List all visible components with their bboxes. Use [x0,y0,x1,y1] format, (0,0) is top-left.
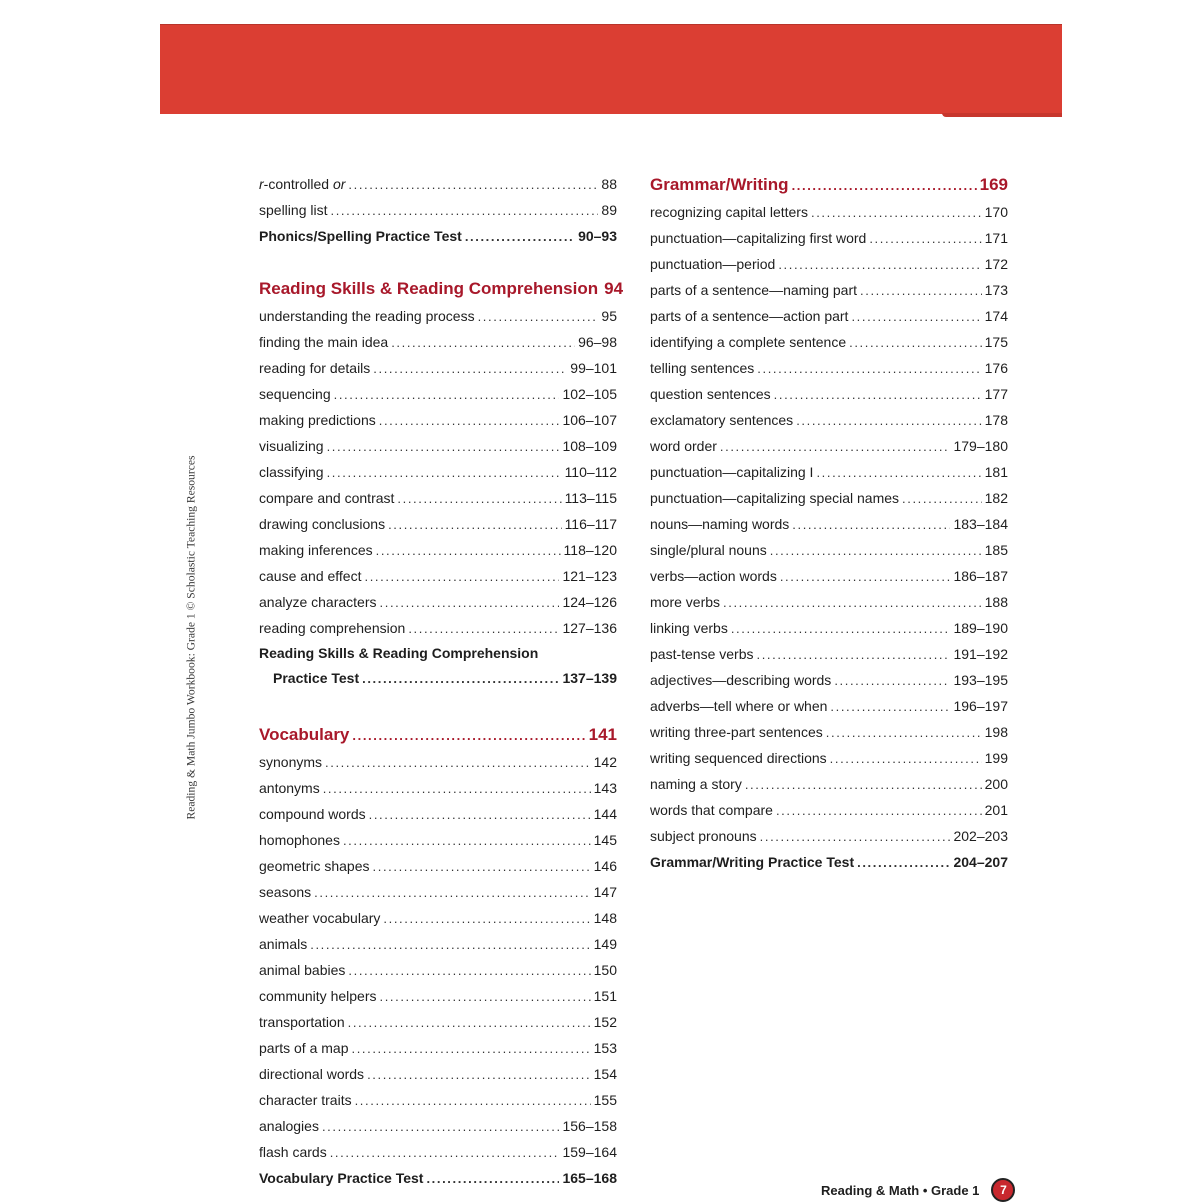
toc-entry-line [259,665,617,691]
toc-entry-label: sequencing [259,386,331,402]
header-banner [160,24,1062,114]
toc-entry-label: question sentences [650,386,771,402]
toc-entry-label: making inferences [259,542,373,558]
toc-entry-label: visualizing [259,438,324,454]
dot-leader [388,512,561,538]
dot-leader [330,1140,560,1166]
dot-leader [776,798,982,824]
toc-entry-page: 90–93 [578,228,617,244]
toc-entry-label: transportation [259,1014,345,1030]
toc-entry-page: 199 [984,750,1008,766]
dot-leader [465,224,575,250]
toc-entry-label: analogies [259,1118,319,1134]
toc-entry[interactable] [650,199,1008,225]
dot-leader [397,486,561,512]
toc-entry-label: character traits [259,1092,352,1108]
toc-entry-label: words that compare [650,802,773,818]
toc-entry-page: 154 [593,1066,617,1082]
toc-entry-page: 201 [984,802,1008,818]
toc-entry-label: finding the main idea [259,334,389,350]
toc-entry-page: 99–101 [570,360,617,376]
toc-entry-page: 204–207 [953,854,1008,870]
toc-entry-label: Reading Skills & Reading Comprehension [259,645,539,661]
section-heading-vocabulary[interactable] [259,721,617,749]
toc-entry[interactable] [259,355,617,381]
dot-leader [849,330,982,356]
toc-entry-label: recognizing capital letters [650,204,808,220]
toc-entry-label: nouns—naming words [650,516,790,532]
dot-leader [723,590,982,616]
toc-entry-label: reading comprehension [259,620,406,636]
toc-entry[interactable] [259,407,617,433]
dot-leader [774,382,982,408]
toc-entry[interactable] [259,905,617,931]
toc-entry-page: 137–139 [562,670,617,686]
toc-entry-practice-test[interactable] [650,849,1008,875]
toc-entry-label: seasons [259,884,312,900]
toc-entry-label: compound words [259,806,366,822]
dot-leader [355,1088,591,1114]
toc-entry[interactable] [259,485,617,511]
toc-entry[interactable] [259,931,617,957]
toc-entry-label: subject pronouns [650,828,757,844]
toc-entry-page: 193–195 [953,672,1008,688]
toc-entry-label: exclamatory sentences [650,412,794,428]
toc-entry-page: 172 [984,256,1008,272]
dot-leader [792,172,977,200]
dot-leader [348,958,590,984]
toc-entry[interactable] [650,381,1008,407]
dot-leader [796,408,981,434]
section-heading-reading[interactable] [259,275,624,303]
toc-entry-page: 196–197 [953,698,1008,714]
toc-entry[interactable] [650,823,1008,849]
toc-entry-page: 152 [593,1014,617,1030]
toc-entry-label: directional words [259,1066,365,1082]
grammar-entry-list [650,199,1008,849]
toc-left-column [259,171,624,1191]
dot-leader [343,828,591,854]
toc-entry[interactable] [650,745,1008,771]
toc-entry[interactable] [650,667,1008,693]
dot-leader [334,382,560,408]
toc-entry-page: 121–123 [562,568,617,584]
section-heading-grammar[interactable] [650,171,1008,199]
toc-entry[interactable] [650,303,1008,329]
dot-leader [348,1010,591,1036]
toc-entry-label: flash cards [259,1144,327,1160]
toc-entry-page: 188 [984,594,1008,610]
dot-leader [816,460,981,486]
toc-entry[interactable] [259,879,617,905]
toc-entry-page: 202–203 [953,828,1008,844]
toc-entry-page: 151 [593,988,617,1004]
toc-entry[interactable] [259,537,617,563]
dot-leader [830,694,950,720]
toc-entry-page: 181 [984,464,1008,480]
toc-entry-page: 143 [593,780,617,796]
toc-entry-label: synonyms [259,754,323,770]
dot-leader [408,616,559,642]
dot-leader [379,408,560,434]
toc-entry-page: 144 [593,806,617,822]
toc-entry[interactable] [650,563,1008,589]
reading-entry-list [259,303,617,641]
toc-entry-label: punctuation—capitalizing first word [650,230,867,246]
toc-entry-page: 118–120 [563,542,617,558]
toc-entry-page: 200 [984,776,1008,792]
toc-entry-page: 127–136 [562,620,617,636]
section-title: Vocabulary [259,725,350,744]
toc-entry[interactable] [259,1061,617,1087]
toc-entry-label: parts of a sentence—action part [650,308,849,324]
toc-entry-page: 178 [984,412,1008,428]
toc-entry-page: 110–112 [564,464,617,480]
dot-leader [325,750,591,776]
toc-entry-label: Vocabulary Practice Test [259,1170,424,1186]
dot-leader [770,538,982,564]
page-footer [821,1178,1015,1202]
toc-entry-label: identifying a complete sentence [650,334,847,350]
dot-leader [826,720,982,746]
toc-entry-label: writing three-part sentences [650,724,823,740]
toc-entry-page: 174 [984,308,1008,324]
toc-entry[interactable] [259,1113,617,1139]
toc-entry-label: weather vocabulary [259,910,381,926]
toc-entry-label: geometric shapes [259,858,370,874]
toc-entry[interactable] [259,983,617,1009]
toc-entry-label: drawing conclusions [259,516,386,532]
toc-entry-page: 106–107 [562,412,617,428]
toc-entry-page: 179–180 [953,438,1008,454]
section-gap [259,249,617,275]
dot-leader [720,434,951,460]
dot-leader [380,984,591,1010]
toc-entry[interactable] [259,827,617,853]
dot-leader [780,564,951,590]
toc-entry-page: 186–187 [953,568,1008,584]
toc-entry[interactable] [650,797,1008,823]
toc-entry-page: 189–190 [953,620,1008,636]
toc-entry[interactable] [259,957,617,983]
dot-leader [323,776,591,802]
page-number-badge: 7 [991,1178,1015,1202]
toc-entry-page: 159–164 [562,1144,617,1160]
dot-leader [757,642,951,668]
dot-leader [369,802,591,828]
toc-entry[interactable] [259,171,617,197]
toc-entry-page: 175 [984,334,1008,350]
dot-leader [778,252,981,278]
dot-leader [857,850,950,876]
toc-entry-label: antonyms [259,780,320,796]
toc-entry-label: reading for details [259,360,371,376]
dot-leader [314,880,590,906]
dot-leader [367,1062,591,1088]
toc-entry-label: punctuation—capitalizing special names [650,490,900,506]
toc-entry-page: 198 [984,724,1008,740]
toc-entry-label: making predictions [259,412,376,428]
toc-entry-page: 88 [601,176,617,192]
footer-text: Reading & Math • Grade 1 [821,1182,980,1198]
toc-entry-page: 155 [593,1092,617,1108]
toc-entry-label: Grammar/Writing Practice Test [650,854,855,870]
dot-leader [478,304,599,330]
section-page: 169 [979,175,1008,194]
dot-leader [902,486,982,512]
toc-entry-label: understanding the reading process [259,308,475,324]
toc-entry-label: analyze characters [259,594,377,610]
toc-entry-page: 113–115 [564,490,617,506]
toc-entry-label: Practice Test [273,670,360,686]
dot-leader [364,564,559,590]
toc-entry[interactable] [259,197,617,223]
toc-entry-label: punctuation—period [650,256,776,272]
toc-entry[interactable] [650,693,1008,719]
toc-entry[interactable] [259,329,617,355]
toc-entry-page: 156–158 [562,1118,617,1134]
toc-entry-label: adjectives—describing words [650,672,832,688]
toc-entry-page: 182 [984,490,1008,506]
toc-entry-practice-test[interactable] [259,1165,617,1191]
toc-entry-label: compare and contrast [259,490,395,506]
toc-entry-page: 170 [984,204,1008,220]
toc-entry-label: spelling list [259,202,328,218]
dot-leader [860,278,982,304]
toc-entry-label: r-controlled or [259,176,346,192]
toc-right-column [650,171,1008,875]
dot-leader [426,1166,559,1192]
toc-entry-label: punctuation—capitalizing I [650,464,814,480]
dot-leader [834,668,950,694]
toc-entry[interactable] [259,853,617,879]
toc-entry[interactable] [259,381,617,407]
dot-leader [830,746,982,772]
toc-entry-label: parts of a sentence—naming part [650,282,858,298]
toc-entry-page: 95 [601,308,617,324]
toc-entry[interactable] [650,407,1008,433]
dot-leader [352,1036,591,1062]
toc-entry-page: 124–126 [562,594,617,610]
toc-entry-label: more verbs [650,594,721,610]
section-title: Grammar/Writing [650,175,789,194]
dot-leader [373,356,567,382]
toc-entry[interactable] [650,459,1008,485]
toc-entry[interactable] [650,771,1008,797]
dot-leader [380,590,560,616]
dot-leader [869,226,981,252]
toc-entry[interactable] [650,511,1008,537]
toc-entry-page: 183–184 [953,516,1008,532]
toc-entry[interactable] [650,329,1008,355]
toc-entry[interactable] [259,563,617,589]
toc-entry-practice-test[interactable] [259,223,617,249]
dot-leader [731,616,951,642]
toc-entry[interactable] [650,251,1008,277]
dot-leader [330,198,598,224]
dot-leader [383,906,590,932]
toc-entry-page: 147 [593,884,617,900]
toc-entry[interactable] [259,749,617,775]
toc-entry-label: single/plural nouns [650,542,767,558]
toc-entry[interactable] [259,1035,617,1061]
toc-entry-label: past-tense verbs [650,646,754,662]
section-page: 94 [604,279,624,298]
toc-entry-label: homophones [259,832,340,848]
toc-entry[interactable] [259,589,617,615]
toc-entry[interactable] [259,459,617,485]
toc-entry-page: 171 [984,230,1008,246]
toc-entry-label: animal babies [259,962,346,978]
toc-entry[interactable] [650,485,1008,511]
dot-leader [745,772,982,798]
toc-entry-label: Phonics/Spelling Practice Test [259,228,462,244]
dot-leader [760,824,951,850]
toc-entry-label: word order [650,438,717,454]
toc-entry-label: parts of a map [259,1040,349,1056]
toc-entry[interactable] [650,277,1008,303]
toc-entry-page: 165–168 [562,1170,617,1186]
toc-entry-page: 146 [593,858,617,874]
toc-entry[interactable] [650,433,1008,459]
toc-entry-label: naming a story [650,776,742,792]
dot-leader [757,356,981,382]
toc-entry-page: 116–117 [564,516,617,532]
dot-leader [352,722,585,750]
dot-leader [792,512,950,538]
toc-entry-label: community helpers [259,988,377,1004]
toc-entry-label: writing sequenced directions [650,750,827,766]
toc-entry[interactable] [259,433,617,459]
toc-entry[interactable] [650,719,1008,745]
dot-leader [391,330,575,356]
toc-entry-label: linking verbs [650,620,728,636]
toc-entry[interactable] [650,355,1008,381]
section-title: Reading Skills & Reading Comprehension [259,279,599,298]
toc-entry[interactable] [259,615,617,641]
toc-entry-label: classifying [259,464,324,480]
toc-entry-page: 177 [984,386,1008,402]
dot-leader [322,1114,560,1140]
toc-entry-practice-test[interactable] [259,641,617,691]
toc-entry[interactable] [650,537,1008,563]
toc-entry-page: 185 [984,542,1008,558]
toc-entry[interactable] [259,801,617,827]
toc-entry-label: cause and effect [259,568,362,584]
dot-leader [348,172,598,198]
dot-leader [376,538,561,564]
toc-entry-page: 148 [593,910,617,926]
toc-entry[interactable] [650,589,1008,615]
dot-leader [373,854,591,880]
toc-entry[interactable] [650,615,1008,641]
section-page: 141 [588,725,617,744]
dot-leader [851,304,981,330]
toc-entry-label: adverbs—tell where or when [650,698,828,714]
toc-entry-page: 153 [593,1040,617,1056]
dot-leader [327,460,562,486]
dot-leader [327,434,560,460]
toc-entry-page: 176 [984,360,1008,376]
vocabulary-entry-list [259,749,617,1165]
toc-entry-page: 102–105 [562,386,617,402]
toc-entry[interactable] [259,1139,617,1165]
toc-entry-page: 149 [593,936,617,952]
toc-entry-page: 142 [593,754,617,770]
toc-entry[interactable] [259,1087,617,1113]
toc-entry-label: telling sentences [650,360,755,376]
toc-entry[interactable] [259,775,617,801]
dot-leader [310,932,590,958]
side-credit-text: Reading & Math Jumbo Workbook: Grade 1 © Scholastic Teaching Resources [184,454,198,820]
toc-entry[interactable] [650,225,1008,251]
toc-entry-page: 191–192 [953,646,1008,662]
toc-entry-label: animals [259,936,308,952]
toc-entry-page: 150 [593,962,617,978]
toc-entry-page: 89 [601,202,617,218]
toc-entry[interactable] [259,511,617,537]
toc-entry-page: 145 [593,832,617,848]
toc-entry-label: verbs—action words [650,568,777,584]
toc-entry-page: 108–109 [562,438,617,454]
toc-entry[interactable] [259,1009,617,1035]
toc-entry-page: 96–98 [578,334,617,350]
toc-entry-page: 173 [984,282,1008,298]
dot-leader [362,666,559,692]
section-gap [259,691,617,721]
toc-entry[interactable] [259,303,617,329]
toc-entry[interactable] [650,641,1008,667]
dot-leader [811,200,982,226]
side-credit [184,443,198,831]
